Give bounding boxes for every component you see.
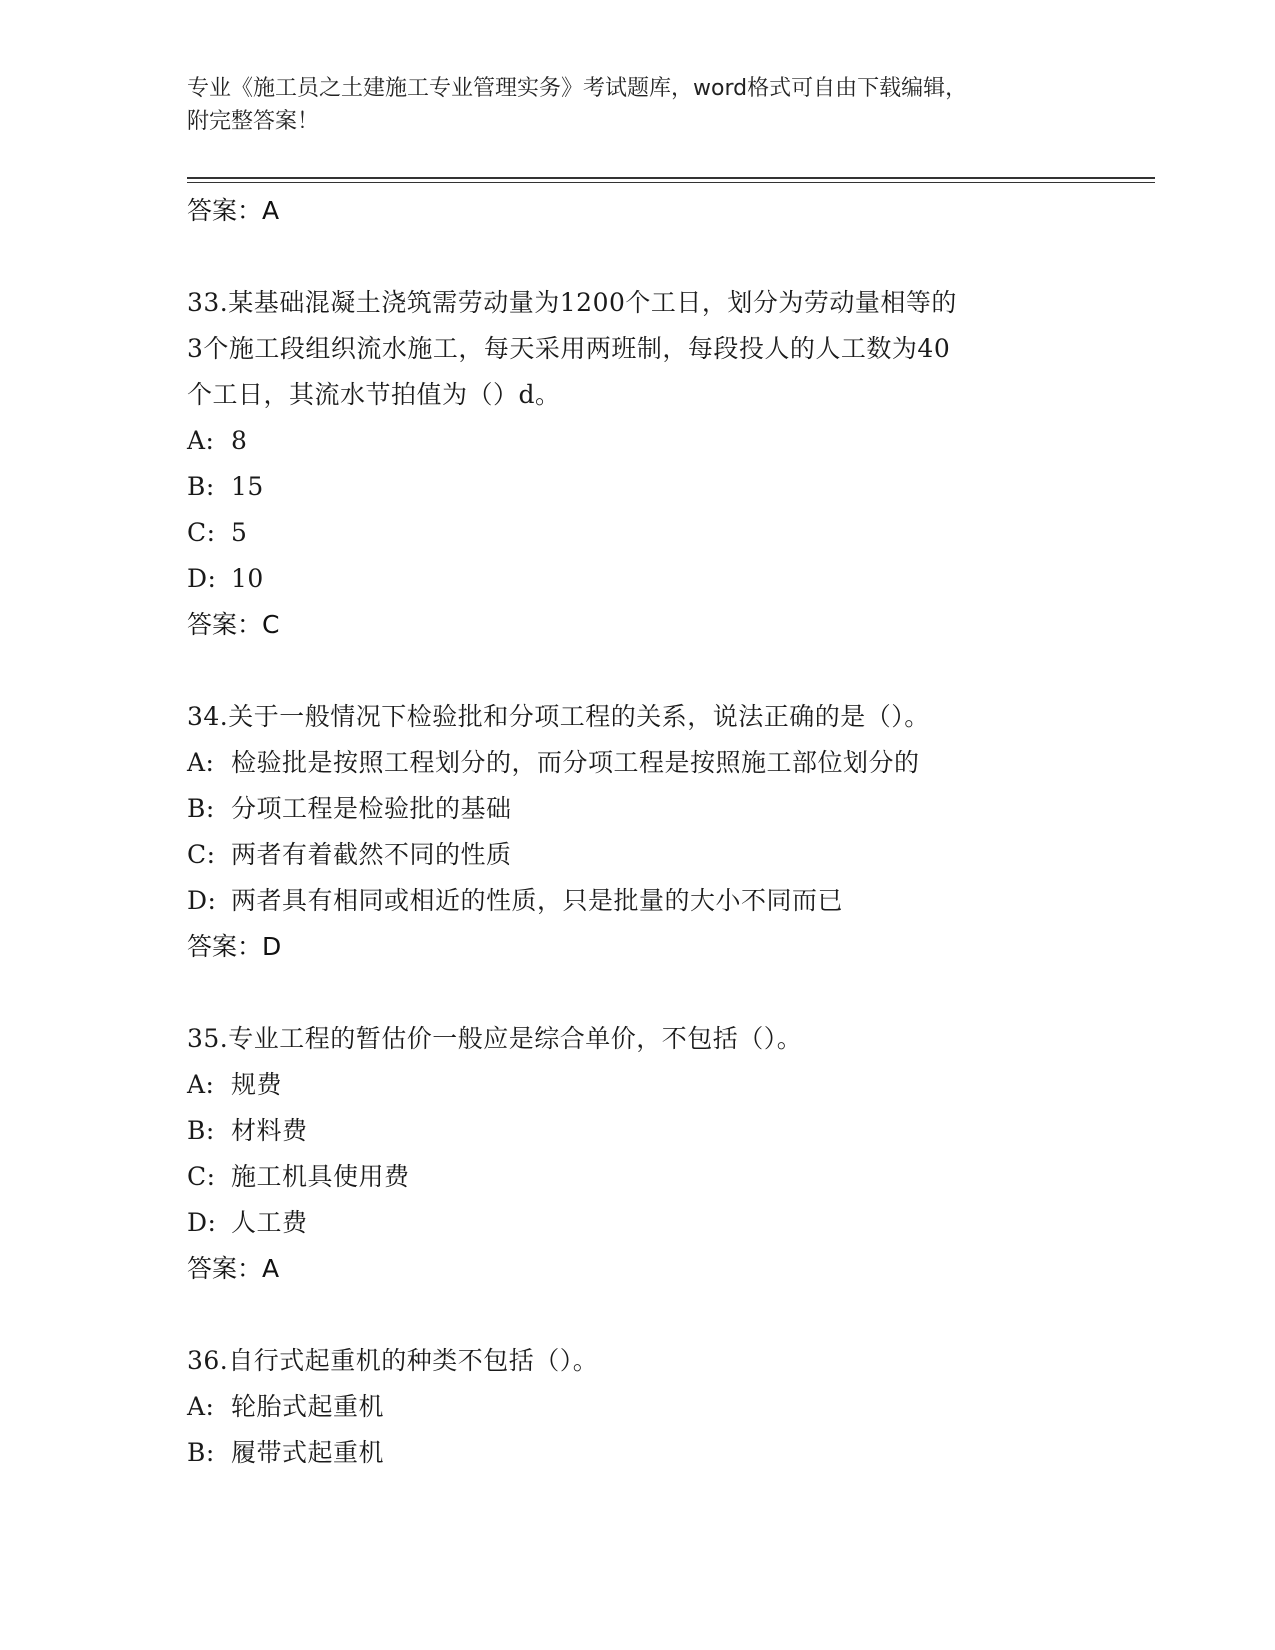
option-text: 检验批是按照工程划分的，而分项工程是按照施工部位划分的 [231,748,920,777]
option-a [187,740,1087,786]
question-33 [187,280,1087,648]
answer-line: 答案：A [187,196,280,225]
question-35 [187,1016,1087,1292]
option-text: 人工费 [231,1208,308,1237]
option-text: 材料费 [231,1116,308,1145]
question-36 [187,1338,1087,1476]
question-34 [187,694,1087,970]
option-b [187,786,1087,832]
document-body [187,188,1087,1476]
option-key: C: [187,518,216,547]
option-key: A: [187,1070,215,1099]
option-text: 两者有着截然不同的性质 [231,840,512,869]
option-key: B: [187,472,215,501]
option-text: 8 [231,426,248,455]
question-stem-line: 34.关于一般情况下检验批和分项工程的关系，说法正确的是（）。 [187,702,930,731]
answer-line: 答案：D [187,932,282,961]
option-text: 规费 [231,1070,283,1099]
option-c [187,510,1087,556]
option-d [187,1200,1087,1246]
document-header [187,72,1087,138]
option-c [187,1154,1087,1200]
option-key: B: [187,1116,215,1145]
option-text: 分项工程是检验批的基础 [231,794,512,823]
option-a [187,1384,1087,1430]
option-key: D: [187,1208,217,1237]
option-b [187,1108,1087,1154]
option-text: 施工机具使用费 [231,1162,410,1191]
spacer [187,234,1087,280]
answer-line: 答案：C [187,610,280,639]
option-key: A: [187,1392,215,1421]
option-key: C: [187,840,216,869]
header-rule-thick [187,177,1155,179]
option-key: D: [187,564,217,593]
header-line-1: 专业《施工员之土建施工专业管理实务》考试题库，word格式可自由下载编辑， [187,76,968,101]
option-key: D: [187,886,217,915]
option-a [187,1062,1087,1108]
question-stem-line: 35.专业工程的暂估价一般应是综合单价，不包括（）。 [187,1024,803,1053]
option-d [187,878,1087,924]
option-text: 两者具有相同或相近的性质，只是批量的大小不同而已 [231,886,844,915]
spacer [187,1292,1087,1338]
option-d [187,556,1087,602]
option-text: 15 [231,472,264,501]
option-key: B: [187,794,215,823]
question-stem-line: 33.某基础混凝土浇筑需劳动量为1200个工日，划分为劳动量相等的 [187,288,957,317]
option-text: 履带式起重机 [231,1438,385,1467]
question-stem-line: 36.自行式起重机的种类不包括（）。 [187,1346,599,1375]
spacer [187,970,1087,1016]
option-text: 轮胎式起重机 [231,1392,385,1421]
question-stem-line: 个工日，其流水节拍值为（）d。 [187,380,561,409]
option-key: A: [187,426,215,455]
option-a [187,418,1087,464]
option-text: 5 [231,518,248,547]
spacer [187,648,1087,694]
header-line-2: 附完整答案！ [187,109,320,134]
header-rule-thin [187,182,1155,183]
option-text: 10 [231,564,264,593]
option-b [187,1430,1087,1476]
answer-line: 答案：A [187,1254,280,1283]
option-key: A: [187,748,215,777]
option-b [187,464,1087,510]
question-stem-line: 3个施工段组织流水施工，每天采用两班制，每段投人的人工数为40 [187,334,951,363]
option-key: C: [187,1162,216,1191]
option-c [187,832,1087,878]
option-key: B: [187,1438,215,1467]
